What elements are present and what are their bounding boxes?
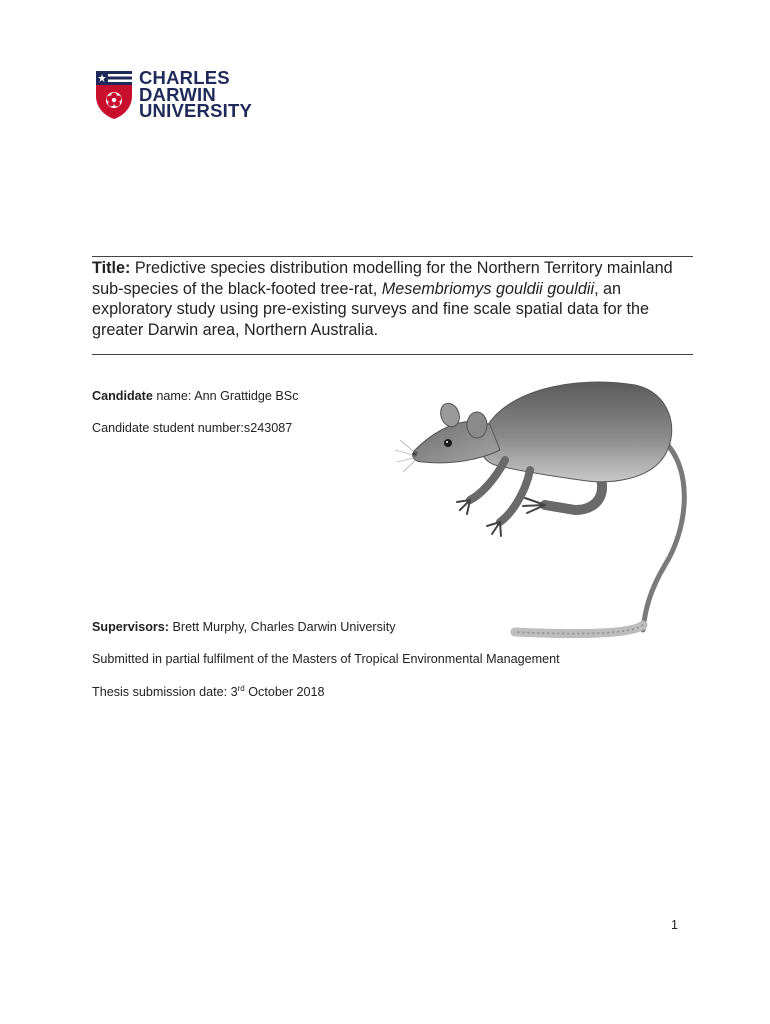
- logo-line-1: CHARLES: [139, 67, 230, 88]
- submission-statement: Submitted in partial fulfilment of the Masters of Tropical Environmental Management: [92, 652, 560, 666]
- supervisors-text: Brett Murphy, Charles Darwin University: [169, 620, 396, 634]
- submission-date-ordinal: rd: [237, 683, 245, 693]
- title-top-rule: [92, 256, 693, 257]
- supervisors-line: [92, 620, 396, 634]
- thesis-title: [92, 258, 693, 340]
- candidate-student-number: Candidate student number:s243087: [92, 421, 293, 435]
- submission-date-prefix: Thesis submission date: 3: [92, 685, 238, 699]
- page-number: 1: [671, 918, 678, 932]
- title-text-before: Predictive species distribution modelling for the Northern Territory mainland sub-species of the black-footed tree-rat,: [92, 259, 673, 298]
- submission-date-line: [92, 685, 325, 699]
- supervisors-label: Supervisors:: [92, 620, 169, 634]
- logo-line-2: DARWIN: [139, 83, 216, 105]
- title-label: Title:: [92, 259, 131, 277]
- title-bottom-rule: [92, 354, 693, 355]
- candidate-name: name: Ann Grattidge BSc: [152, 389, 299, 403]
- title-text-after: , an exploratory study using pre-existing surveys and fine scale spatial data for the greater Darwin area, Northern Australia.: [92, 279, 649, 339]
- title-species-name: Mesembriomys gouldii gouldii: [381, 279, 595, 298]
- university-logo: [95, 67, 295, 122]
- candidate-name-line: [92, 389, 299, 403]
- candidate-label: Candidate: [92, 389, 153, 403]
- submission-date-suffix: October 2018: [244, 685, 325, 699]
- tree-rat-illustration: [395, 370, 705, 660]
- university-shield-icon: [95, 70, 133, 120]
- university-name: [139, 67, 253, 121]
- logo-line-3: UNIVERSITY: [139, 100, 253, 121]
